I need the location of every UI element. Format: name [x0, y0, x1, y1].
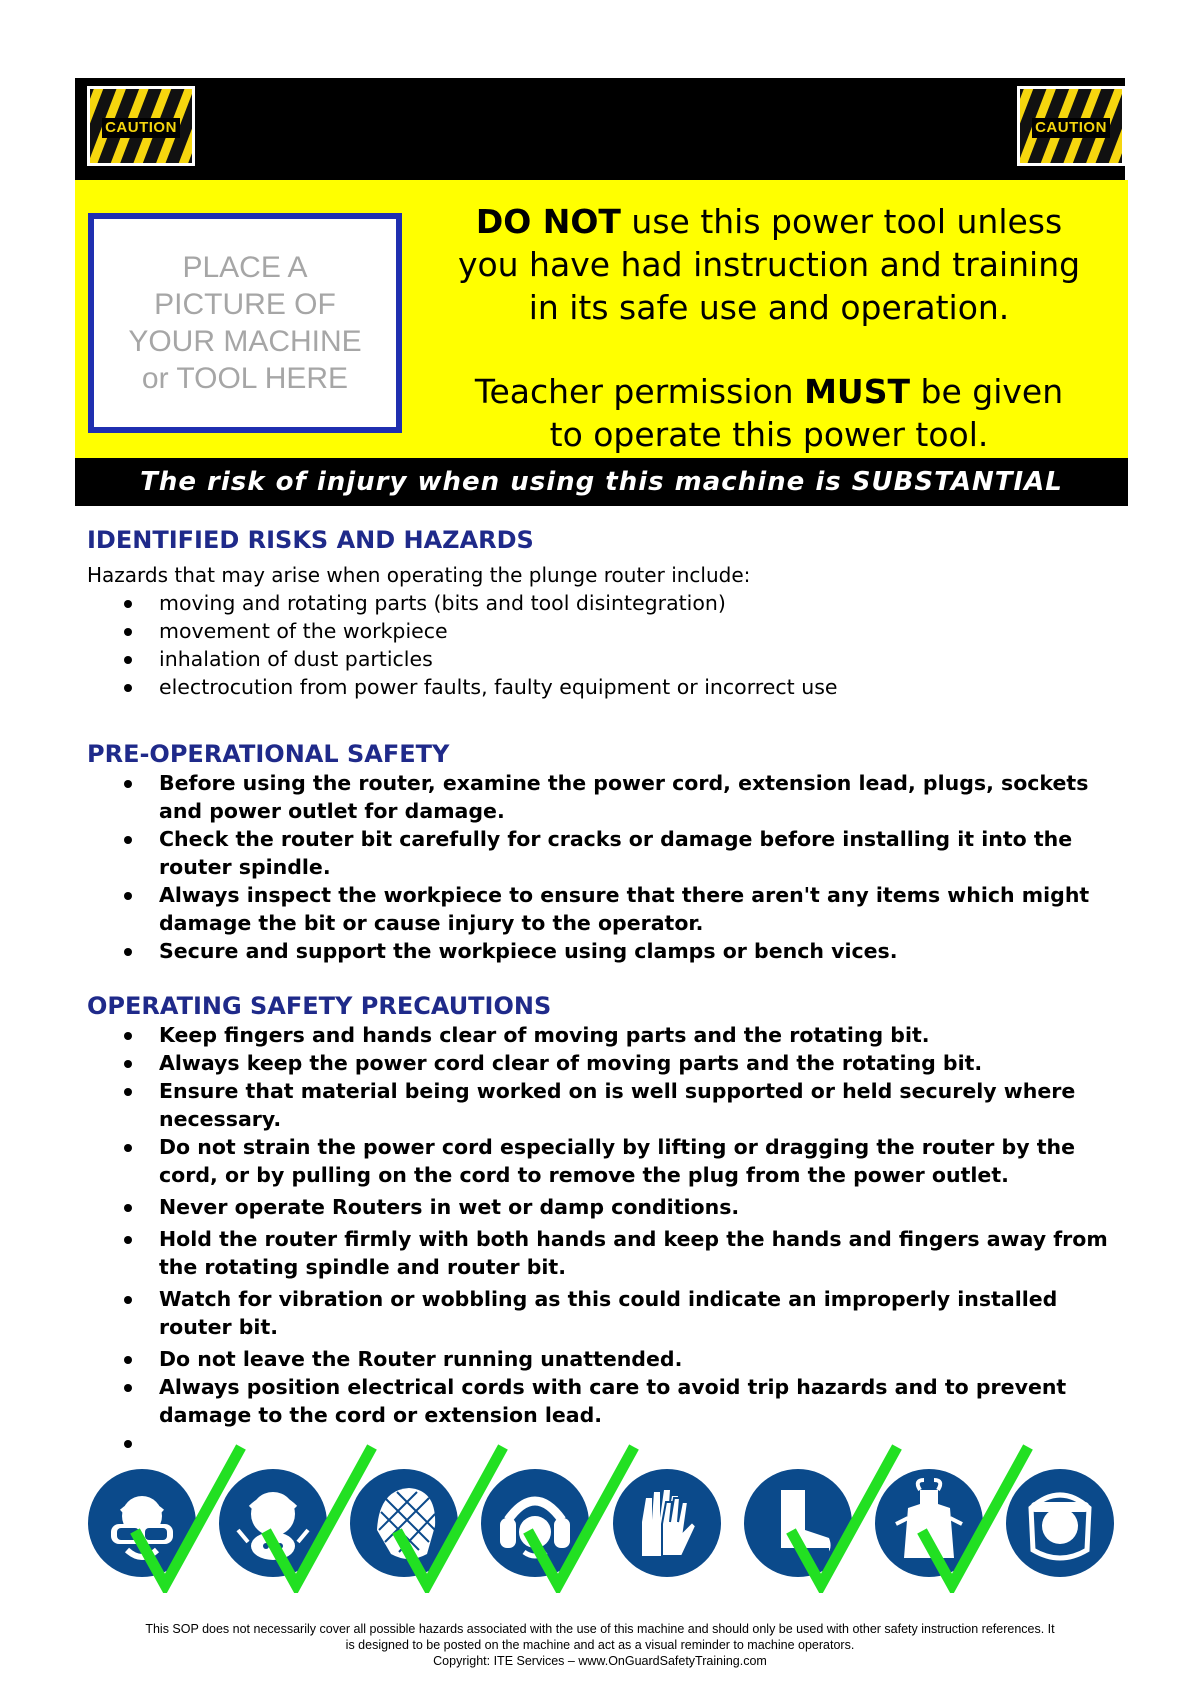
- bullet-icon: [124, 1144, 132, 1152]
- list-item: [87, 937, 1127, 965]
- list-item: [87, 1021, 1127, 1049]
- list-item-text: inhalation of dust particles: [159, 647, 433, 671]
- list-item: [87, 645, 1127, 673]
- bullet-icon: [124, 684, 132, 692]
- list-item: [87, 1225, 1127, 1281]
- list-item: [87, 1345, 1127, 1373]
- section-title: OPERATING SAFETY PRECAUTIONS: [87, 992, 552, 1020]
- list-item-text: Keep fingers and hands clear of moving parts and the rotating bit.: [159, 1023, 930, 1047]
- warning-line-1-text: use this power tool unless: [620, 202, 1063, 241]
- bullet-icon: [124, 600, 132, 608]
- list-item-text: Do not leave the Router running unattended.: [159, 1347, 683, 1371]
- list-item: [87, 617, 1127, 645]
- bullet-icon: [124, 1060, 132, 1068]
- list-item: [87, 769, 1127, 825]
- list-item-text: Before using the router, examine the power cord, extension lead, plugs, sockets and power outlet for damage.: [159, 771, 1089, 823]
- list-item: [87, 589, 1127, 617]
- warning-must: MUST: [804, 372, 911, 411]
- bullet-icon: [124, 628, 132, 636]
- list-item-text: moving and rotating parts (bits and tool disintegration): [159, 591, 726, 615]
- list-item-text: Always inspect the workpiece to ensure that there aren't any items which might damage the bit or cause injury to the operator.: [159, 883, 1090, 935]
- section-intro: Hazards that may arise when operating the plunge router include:: [87, 563, 751, 587]
- warning-line-1: [415, 200, 1123, 243]
- list-item: [87, 881, 1127, 937]
- header-band: [75, 78, 1125, 180]
- list-item: [87, 1193, 1127, 1221]
- list-item-text: Watch for vibration or wobbling as this could indicate an improperly installed router bit.: [159, 1287, 1058, 1339]
- section-pre-operational: [87, 739, 1127, 965]
- footer-line-1: This SOP does not necessarily cover all possible hazards associated with the use of this machine and should only be used with other safety instruction references. It: [145, 1622, 1055, 1636]
- pre-operational-list: [87, 769, 1127, 965]
- list-item-text: Hold the router firmly with both hands and keep the hands and fingers away from the rotating spindle and router bit.: [159, 1227, 1108, 1279]
- face-shield-icon: [1005, 1468, 1115, 1578]
- list-item: [87, 1373, 1127, 1429]
- list-item-text: Do not strain the power cord especially by lifting or dragging the router by the cord, or by pulling on the cord to remove the plug from the power outlet.: [159, 1135, 1075, 1187]
- list-item-text: Ensure that material being worked on is well supported or held securely where necessary.: [159, 1079, 1076, 1131]
- bullet-icon: [124, 836, 132, 844]
- caution-sign-left: [87, 86, 195, 166]
- warning-line-4-post: be given: [910, 372, 1064, 411]
- list-item-text: Secure and support the workpiece using clamps or bench vices.: [159, 939, 898, 963]
- bullet-icon: [124, 1384, 132, 1392]
- warning-do-not: DO NOT: [475, 202, 621, 241]
- bullet-icon: [124, 1236, 132, 1244]
- list-item-text: movement of the workpiece: [159, 619, 448, 643]
- hazards-list: [87, 589, 1127, 701]
- bullet-icon: [124, 780, 132, 788]
- section-title: IDENTIFIED RISKS AND HAZARDS: [87, 526, 534, 554]
- list-item-text: Never operate Routers in wet or damp conditions.: [159, 1195, 740, 1219]
- gloves-icon: [612, 1468, 722, 1578]
- list-item: [87, 1285, 1127, 1341]
- bullet-icon: [124, 1204, 132, 1212]
- warning-line-4: [415, 370, 1123, 413]
- section-title: PRE-OPERATIONAL SAFETY: [87, 740, 450, 768]
- warning-line-2: you have had instruction and training: [457, 245, 1081, 284]
- warning-line-4-pre: Teacher permission: [474, 372, 805, 411]
- bullet-icon: [124, 656, 132, 664]
- list-item-text: electrocution from power faults, faulty equipment or incorrect use: [159, 675, 838, 699]
- picture-placeholder: [88, 213, 402, 433]
- list-item: [87, 1049, 1127, 1077]
- list-item: [87, 673, 1127, 701]
- operating-list: [87, 1021, 1127, 1429]
- warning-line-3: in its safe use and operation.: [528, 288, 1010, 327]
- list-item-text: Always keep the power cord clear of moving parts and the rotating bit.: [159, 1051, 983, 1075]
- caution-sign-right: [1017, 86, 1125, 166]
- section-hazards: [87, 525, 1127, 701]
- warning-line-5: to operate this power tool.: [549, 415, 989, 454]
- picture-placeholder-text: PLACE A PICTURE OF YOUR MACHINE or TOOL HERE: [128, 251, 362, 395]
- footer-copyright: Copyright: ITE Services – www.OnGuardSafetyTraining.com: [433, 1654, 767, 1668]
- bullet-icon: [124, 948, 132, 956]
- list-item: [87, 1077, 1127, 1133]
- caution-label: CAUTION: [102, 118, 180, 138]
- list-item-text: Check the router bit carefully for cracks or damage before installing it into the router spindle.: [159, 827, 1073, 879]
- bullet-icon: [124, 1088, 132, 1096]
- section-operating: [87, 991, 1127, 1429]
- list-item-text: Always position electrical cords with care to avoid trip hazards and to prevent damage to the cord or extension lead.: [159, 1375, 1067, 1427]
- bullet-icon: [124, 892, 132, 900]
- caution-label: CAUTION: [1032, 118, 1110, 138]
- bullet-icon: [124, 1356, 132, 1364]
- list-item: [87, 825, 1127, 881]
- list-item: [87, 1133, 1127, 1189]
- risk-banner: The risk of injury when using this machine is SUBSTANTIAL: [75, 458, 1128, 506]
- footer-line-2: is designed to be posted on the machine and act as a visual reminder to machine operators.: [345, 1638, 855, 1652]
- bullet-icon: [124, 1032, 132, 1040]
- bullet-icon: [124, 1296, 132, 1304]
